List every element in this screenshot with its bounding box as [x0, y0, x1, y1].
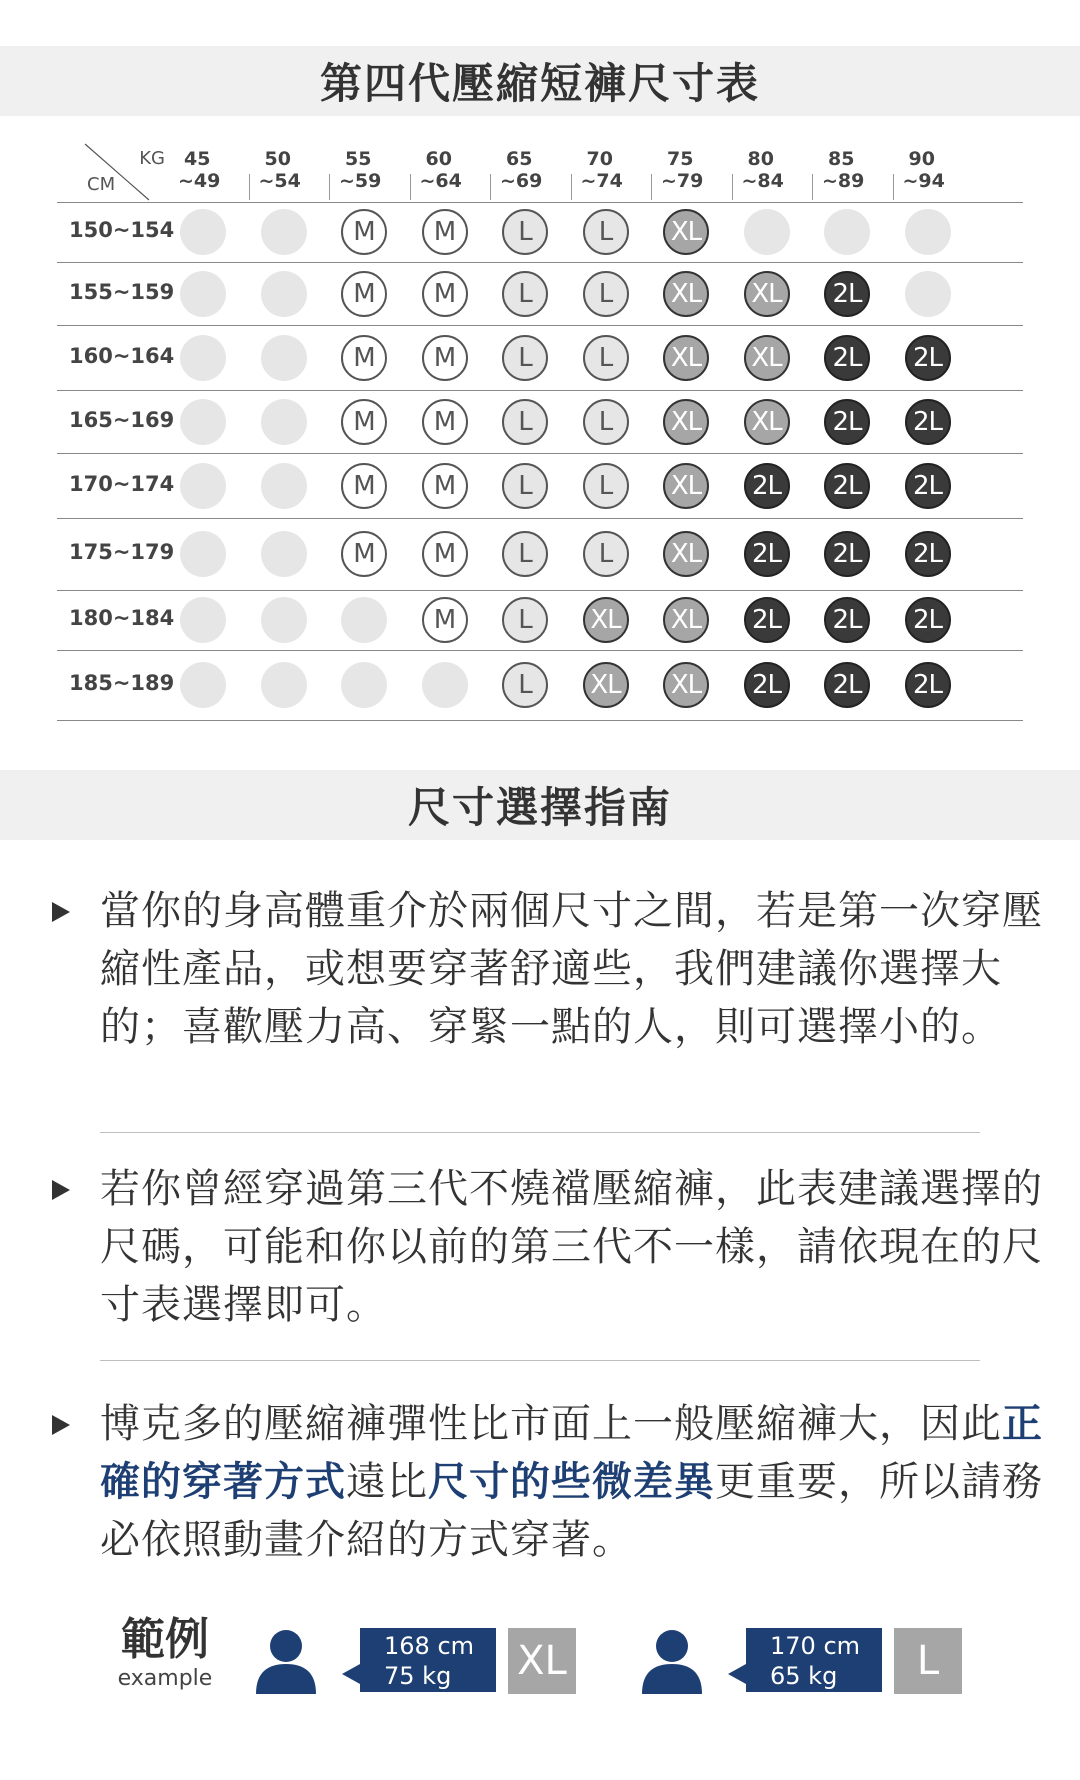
size-cell-xl: XL — [663, 463, 709, 509]
size-cell-m: M — [422, 271, 468, 317]
size-cell-xl: XL — [663, 335, 709, 381]
divider — [100, 1360, 980, 1361]
size-cell-2l: 2L — [905, 597, 951, 643]
example-height: 168 cm — [384, 1632, 475, 1660]
weight-column-header — [339, 148, 419, 192]
size-cell-empty — [744, 209, 790, 255]
example-title-en: example — [117, 1666, 213, 1691]
guide-text-part: 更重要，所以請務必依照動畫介紹的方式穿著。 — [100, 1459, 1043, 1563]
weight-range-end: ~59 — [339, 170, 382, 192]
size-cell-xl: XL — [744, 271, 790, 317]
height-row-label: 165~169 — [69, 407, 175, 432]
size-cell-2l: 2L — [905, 531, 951, 577]
weight-range-start: 60 — [425, 148, 452, 170]
size-cell-2l: 2L — [824, 597, 870, 643]
highlight-text: 尺寸的些微差異 — [428, 1459, 715, 1505]
size-cell-m: M — [422, 399, 468, 445]
size-cell-empty — [905, 209, 951, 255]
example-title — [110, 1615, 220, 1693]
size-cell-empty — [261, 662, 307, 708]
guide-text-part: 博克多的壓縮褲彈性比市面上一般壓縮褲大，因此 — [100, 1401, 1002, 1447]
size-cell-empty — [180, 662, 226, 708]
height-row-label: 185~189 — [69, 671, 175, 695]
size-cell-m: M — [422, 597, 468, 643]
weight-column-header — [178, 148, 258, 192]
weight-range-start: 90 — [908, 148, 935, 170]
size-cell-empty — [261, 597, 307, 643]
size-cell-xl: XL — [663, 399, 709, 445]
weight-range-start: 85 — [828, 148, 855, 170]
weight-column-header — [500, 148, 580, 192]
table-rule — [57, 518, 1023, 519]
height-row-label: 180~184 — [69, 606, 175, 630]
weight-column-header — [581, 148, 661, 192]
size-cell-2l: 2L — [824, 335, 870, 381]
size-cell-empty — [261, 399, 307, 445]
size-cell-m: M — [422, 463, 468, 509]
guide-title: 尺寸選擇指南 — [407, 783, 672, 832]
size-cell-xl: XL — [663, 209, 709, 255]
size-cell-m: M — [341, 463, 387, 509]
size-cell-xl: XL — [663, 597, 709, 643]
size-cell-xl: XL — [583, 662, 629, 708]
weight-range-end: ~49 — [178, 170, 221, 192]
size-cell-m: M — [422, 335, 468, 381]
size-cell-empty — [261, 209, 307, 255]
size-cell-2l: 2L — [744, 662, 790, 708]
table-corner — [57, 140, 167, 202]
height-row-label: 150~154 — [69, 218, 175, 242]
size-cell-empty — [261, 335, 307, 381]
highlight-text: 正確的穿著方式 — [100, 1401, 1043, 1505]
example-measurements — [746, 1628, 882, 1692]
size-cell-xl: XL — [744, 399, 790, 445]
size-chart-header — [0, 46, 1080, 116]
size-cell-empty — [180, 597, 226, 643]
size-cell-empty — [180, 209, 226, 255]
table-rule — [57, 390, 1023, 391]
size-cell-empty — [824, 209, 870, 255]
size-cell-l: L — [583, 399, 629, 445]
table-rule — [57, 325, 1023, 326]
size-cell-m: M — [341, 335, 387, 381]
divider — [100, 1132, 980, 1133]
size-cell-empty — [261, 531, 307, 577]
size-cell-m: M — [422, 531, 468, 577]
size-cell-l: L — [502, 209, 548, 255]
size-cell-l: L — [502, 399, 548, 445]
size-cell-empty — [261, 271, 307, 317]
weight-range-start: 70 — [586, 148, 613, 170]
size-cell-2l: 2L — [744, 531, 790, 577]
size-cell-empty — [261, 463, 307, 509]
size-cell-empty — [905, 271, 951, 317]
size-cell-xl: XL — [744, 335, 790, 381]
table-rule — [57, 720, 1023, 721]
size-cell-m: M — [341, 271, 387, 317]
size-cell-2l: 2L — [744, 463, 790, 509]
weight-range-end: ~64 — [419, 170, 462, 192]
size-cell-m: M — [341, 209, 387, 255]
size-cell-empty — [341, 662, 387, 708]
bubble-tail — [342, 1664, 360, 1684]
weight-range-end: ~74 — [580, 170, 623, 192]
column-separator — [410, 174, 411, 200]
weight-range-start: 50 — [264, 148, 291, 170]
triangle-bullet-icon — [52, 902, 70, 922]
column-separator — [329, 174, 330, 200]
size-cell-l: L — [502, 463, 548, 509]
size-cell-2l: 2L — [905, 399, 951, 445]
size-cell-m: M — [341, 399, 387, 445]
size-cell-xl: XL — [583, 597, 629, 643]
height-row-label: 175~179 — [69, 540, 175, 564]
example-size-badge: XL — [508, 1628, 576, 1694]
weight-column-header — [903, 148, 983, 192]
size-cell-l: L — [502, 271, 548, 317]
weight-column-header — [742, 148, 822, 192]
example-weight: 75 kg — [384, 1662, 452, 1690]
guide-text: 當你的身高體重介於兩個尺寸之間，若是第一次穿壓縮性產品，或想要穿著舒適些，我們建議你選擇大的；喜歡壓力高、穿緊一點的人，則可選擇小的。 — [100, 888, 1043, 1050]
weight-range-end: ~89 — [822, 170, 865, 192]
size-cell-2l: 2L — [905, 463, 951, 509]
size-cell-2l: 2L — [824, 531, 870, 577]
example-weight: 65 kg — [770, 1662, 838, 1690]
column-separator — [732, 174, 733, 200]
example-size-badge: L — [894, 1628, 962, 1694]
weight-range-start: 55 — [345, 148, 372, 170]
table-rule — [57, 650, 1023, 651]
weight-column-header — [259, 148, 339, 192]
size-cell-empty — [422, 662, 468, 708]
size-cell-l: L — [583, 209, 629, 255]
size-cell-xl: XL — [663, 271, 709, 317]
size-chart-table — [57, 140, 1023, 720]
size-cell-2l: 2L — [905, 662, 951, 708]
table-rule — [57, 590, 1023, 591]
guide-text-part: 遠比 — [346, 1459, 428, 1505]
size-cell-xl: XL — [663, 531, 709, 577]
weight-column-header — [661, 148, 741, 192]
size-cell-empty — [180, 271, 226, 317]
guide-text: 若你曾經穿過第三代不燒襠壓縮褲，此表建議選擇的尺碼，可能和你以前的第三代不一樣，請依現在的尺寸表選擇即可。 — [100, 1166, 1043, 1328]
size-cell-2l: 2L — [824, 271, 870, 317]
triangle-bullet-icon — [52, 1415, 70, 1435]
size-cell-empty — [180, 531, 226, 577]
height-row-label: 155~159 — [69, 279, 175, 304]
size-cell-l: L — [583, 463, 629, 509]
weight-range-start: 75 — [667, 148, 694, 170]
weight-axis-label: KG — [139, 148, 165, 169]
column-separator — [893, 174, 894, 200]
weight-range-end: ~94 — [902, 170, 945, 192]
height-axis-label: CM — [87, 174, 116, 195]
triangle-bullet-icon — [52, 1180, 70, 1200]
size-cell-l: L — [583, 271, 629, 317]
weight-range-start: 65 — [506, 148, 533, 170]
weight-column-header — [420, 148, 500, 192]
table-rule — [57, 202, 1023, 203]
size-cell-l: L — [502, 531, 548, 577]
size-guide-header — [0, 770, 1080, 840]
weight-range-end: ~69 — [500, 170, 543, 192]
column-separator — [571, 174, 572, 200]
weight-column-header — [822, 148, 902, 192]
guide-item — [40, 1160, 1043, 1340]
page-title: 第四代壓縮短褲尺寸表 — [319, 59, 760, 108]
size-cell-l: L — [583, 335, 629, 381]
size-cell-l: L — [502, 662, 548, 708]
column-separator — [490, 174, 491, 200]
column-separator — [812, 174, 813, 200]
size-cell-empty — [180, 335, 226, 381]
size-cell-2l: 2L — [824, 399, 870, 445]
column-separator — [651, 174, 652, 200]
person-icon — [254, 1628, 318, 1694]
size-cell-2l: 2L — [905, 335, 951, 381]
example-height: 170 cm — [770, 1632, 861, 1660]
weight-range-end: ~79 — [661, 170, 704, 192]
size-cell-xl: XL — [663, 662, 709, 708]
bubble-tail — [728, 1664, 746, 1684]
size-cell-empty — [341, 597, 387, 643]
size-cell-2l: 2L — [824, 463, 870, 509]
person-icon — [640, 1628, 704, 1694]
guide-item — [40, 882, 1043, 1122]
table-rule — [57, 262, 1023, 263]
column-separator — [249, 174, 250, 200]
guide-item — [40, 1395, 1043, 1575]
weight-range-start: 45 — [184, 148, 211, 170]
weight-range-start: 80 — [747, 148, 774, 170]
size-cell-2l: 2L — [744, 597, 790, 643]
height-row-label: 160~164 — [69, 343, 175, 368]
height-row-label: 170~174 — [69, 471, 175, 496]
example-title-zh: 範例 — [121, 1614, 209, 1665]
table-rule — [57, 453, 1023, 454]
guide-text — [100, 1395, 1050, 1569]
size-cell-l: L — [502, 597, 548, 643]
size-cell-m: M — [341, 531, 387, 577]
size-cell-empty — [180, 463, 226, 509]
size-cell-m: M — [422, 209, 468, 255]
weight-range-end: ~54 — [258, 170, 301, 192]
size-cell-l: L — [583, 531, 629, 577]
weight-range-end: ~84 — [741, 170, 784, 192]
size-cell-2l: 2L — [824, 662, 870, 708]
example-measurements — [360, 1628, 496, 1692]
size-cell-empty — [180, 399, 226, 445]
size-cell-l: L — [502, 335, 548, 381]
